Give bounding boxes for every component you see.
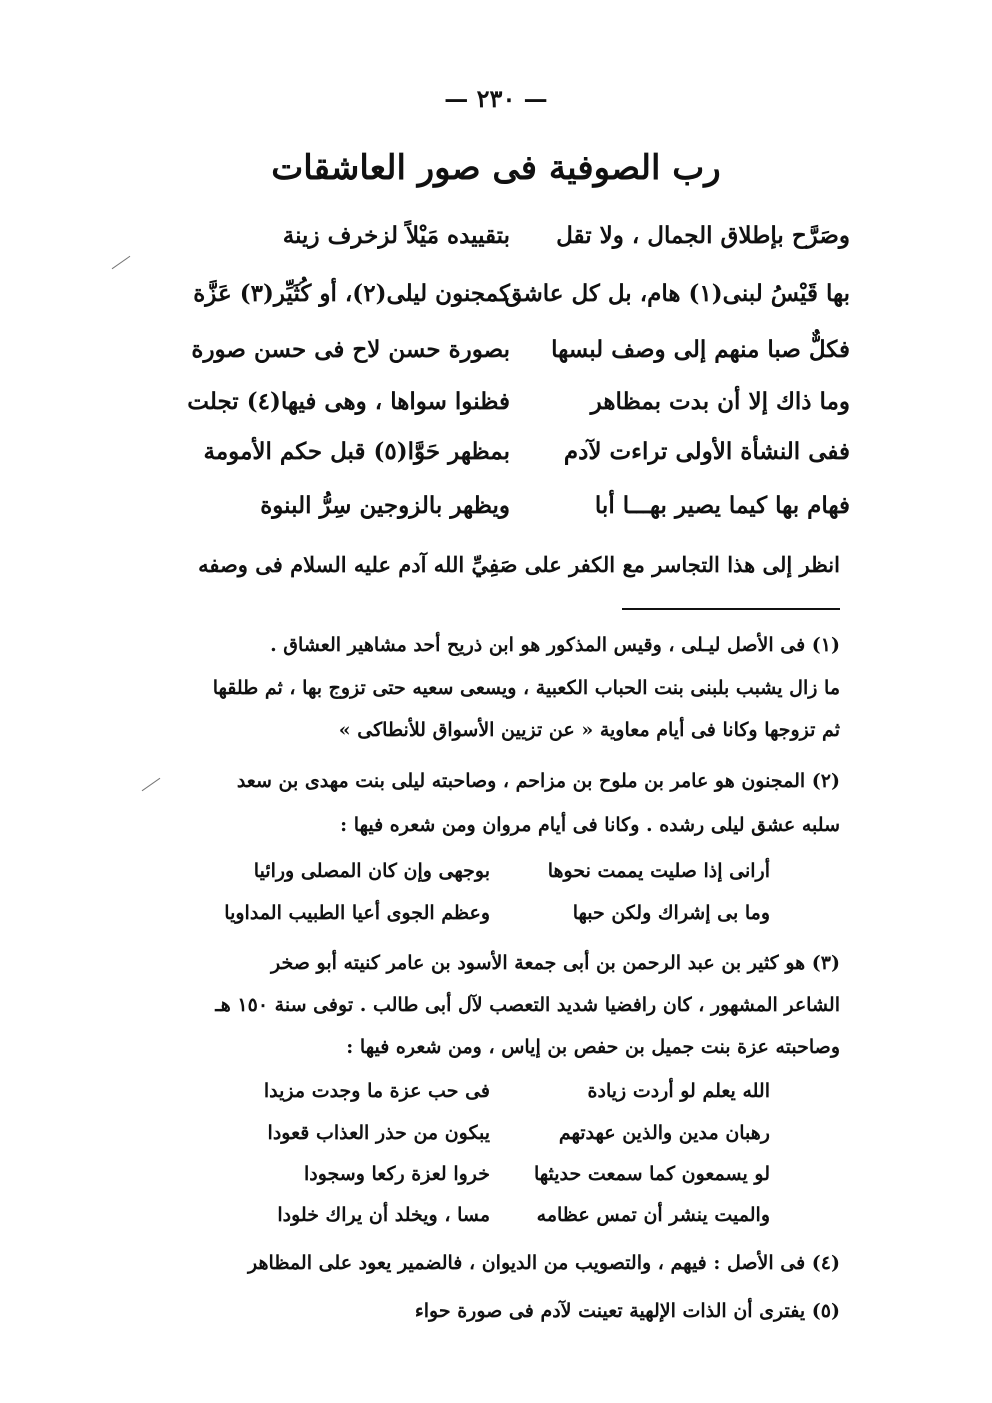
footnote-verse xyxy=(200,1080,800,1120)
commentary-line: انظر إلى هذا التجاسر مع الكفر على صَفِيِّ الله آدم عليه السلام فى وصفه xyxy=(198,552,840,577)
verse-first-hemistich: رهبان مدين والذين عهدتهم xyxy=(558,1122,770,1144)
verse-line xyxy=(150,438,850,492)
footnote-line: (١) فى الأصل ليـلى ، وقيس المذكور هو ابن ذريح أحد مشاهير العشاق . xyxy=(270,634,840,656)
verse-line xyxy=(150,280,850,334)
footnote-verse xyxy=(200,1163,800,1203)
verse-second-hemistich: فى حب عزة ما وجدت مزيدا xyxy=(263,1080,490,1102)
verse-second-hemistich: يبكون من حذر العذاب قعودا xyxy=(267,1122,490,1144)
footnote-line: الشاعر المشهور ، كان رافضيا شديد التعصب لآل أبى طالب . توفى سنة ١٥٠ هـ xyxy=(215,994,840,1016)
page-title: رب الصوفية فى صور العاشقات xyxy=(271,148,721,188)
verse-second-hemistich: كمجنون ليلى(٢)، أو كُثَيِّر(٣) عَزَّة xyxy=(193,280,510,307)
verse-first-hemistich: لو يسمعون كما سمعت حديثها xyxy=(533,1163,770,1185)
verse-first-hemistich: ففى النشأة الأولى تراءت لآدم xyxy=(563,438,850,465)
verse-first-hemistich: أرانى إذا صليت يممت نحوها xyxy=(547,860,770,882)
verse-first-hemistich: وصَرَّح بإطلاق الجمال ، ولا تقل xyxy=(556,222,850,249)
footnote-line: وصاحبته عزة بنت جميل بن حفص بن إياس ، ومن شعره فيها : xyxy=(346,1036,840,1058)
verse-second-hemistich: فظنوا سواها ، وهى فيها(٤) تجلت xyxy=(187,388,510,415)
verse-second-hemistich: مسا ، ويخلد أن يراك خلودا xyxy=(277,1204,490,1226)
verse-line xyxy=(150,336,850,390)
footnote-line: سلبه عشق ليلى رشده . وكانا فى أيام مروان ومن شعره فيها : xyxy=(340,814,840,836)
footnote-verse xyxy=(200,902,800,942)
verse-first-hemistich: فهام بها كيما يصير بهـــا أبا xyxy=(594,492,850,519)
verse-first-hemistich: والميت ينشر أن تمس عظامه xyxy=(536,1204,770,1226)
footnote-verse xyxy=(200,1204,800,1244)
footnote-line: (٥) يفترى أن الذات الإلهية تعينت لآدم فى صورة حواء xyxy=(414,1300,840,1322)
verse-second-hemistich: بمظهر حَوَّا(٥) قبل حكم الأمومة xyxy=(203,438,510,465)
footnote-verse xyxy=(200,860,800,900)
verse-first-hemistich: بها قَيْسُ لبنى(١) هام، بل كل عاشق xyxy=(504,280,850,307)
margin-mark xyxy=(112,256,131,269)
footnote-line: (٤) فى الأصل : فيهم ، والتصويب من الديوان ، فالضمير يعود على المظاهر xyxy=(248,1252,840,1274)
footnote-verse xyxy=(200,1122,800,1162)
footnote-line: ثم تزوجها وكانا فى أيام معاوية « عن تزيين الأسواق للأنطاكى » xyxy=(338,719,840,741)
verse-first-hemistich: وما ذاك إلا أن بدت بمظاهر xyxy=(590,388,850,415)
verse-line xyxy=(150,222,850,276)
verse-first-hemistich: فكلٌّ صبا منهم إلى وصف لبسها xyxy=(551,336,850,363)
verse-second-hemistich: بوجهى وإن كان المصلى ورائيا xyxy=(253,860,490,882)
verse-first-hemistich: وما بى إشراك ولكن حبها xyxy=(572,902,770,924)
verse-second-hemistich: ويظهر بالزوجين سِرُّ البنوة xyxy=(260,492,510,519)
page-number: — ٢٣٠ — xyxy=(444,84,548,113)
verse-second-hemistich: بتقييده مَيْلاً لزخرف زينة xyxy=(282,222,510,249)
verse-first-hemistich: الله يعلم لو أردت زيادة xyxy=(587,1080,770,1102)
footnote-line: (٢) المجنون هو عامر بن ملوح بن مزاحم ، وصاحبته ليلى بنت مهدى بن سعد xyxy=(236,770,840,792)
verse-second-hemistich: بصورة حسن لاح فى حسن صورة xyxy=(191,336,510,363)
verse-second-hemistich: وعظم الجوى أعيا الطبيب المداويا xyxy=(224,902,490,924)
footnote-line: ما زال يشبب بلبنى بنت الحباب الكعبية ، ويسعى سعيه حتى تزوج بها ، ثم طلقها xyxy=(212,677,840,699)
footnote-separator xyxy=(622,608,840,610)
verse-line xyxy=(150,388,850,442)
footnote-line: (٣) هو كثير بن عبد الرحمن بن أبى جمعة الأسود بن عامر كنيته أبو صخر xyxy=(271,952,840,974)
verse-line xyxy=(150,492,850,546)
verse-second-hemistich: خروا لعزة ركعا وسجودا xyxy=(303,1163,490,1185)
